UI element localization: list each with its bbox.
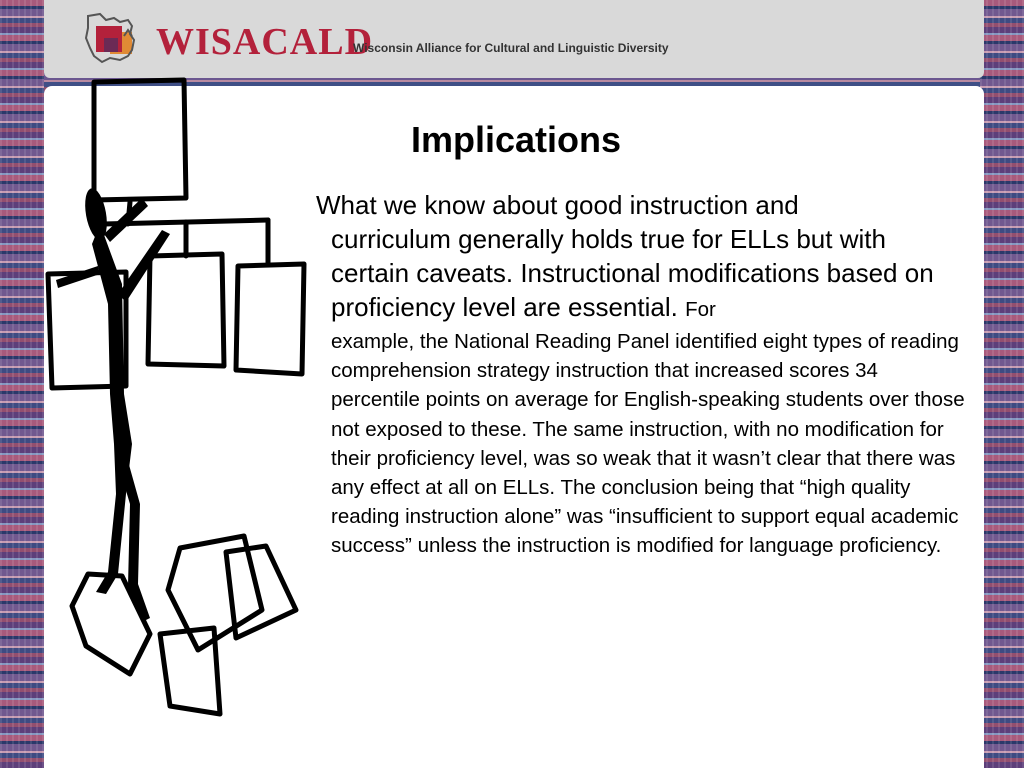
header-banner	[44, 0, 984, 78]
brand-tagline: Wisconsin Alliance for Cultural and Linguistic Diversity	[353, 41, 669, 55]
slide-content	[44, 86, 984, 768]
stick-figure-illustration	[30, 74, 310, 734]
intro-rest-text: curriculum generally holds true for ELLs but with certain caveats. Instructional modifications based on proficiency level are essential.	[331, 224, 934, 322]
slide-body	[316, 188, 966, 561]
brand-name: WISACALD	[156, 21, 374, 63]
slide-title: Implications	[410, 119, 622, 160]
wisconsin-state-outline-icon	[80, 10, 144, 68]
intro-continuation	[316, 222, 966, 327]
intro-first-line: What we know about good instruction and	[316, 190, 799, 220]
intro-small-lead: For	[685, 298, 716, 321]
intro-paragraph	[316, 188, 966, 327]
detail-paragraph: example, the National Reading Panel identified eight types of reading comprehension strategy instruction that increased scores 34 percentile points on average for English-speaking students over those not exposed to these. The same instruction, with no modification for their proficiency level, was so weak that it wasn’t clear that there was any effect at all on ELLs. The conclusion being that “high quality reading instruction alone” was “insufficient to support equal academic success” unless the instruction is modified for language proficiency.	[331, 330, 965, 558]
decorative-border-right	[980, 0, 1024, 768]
